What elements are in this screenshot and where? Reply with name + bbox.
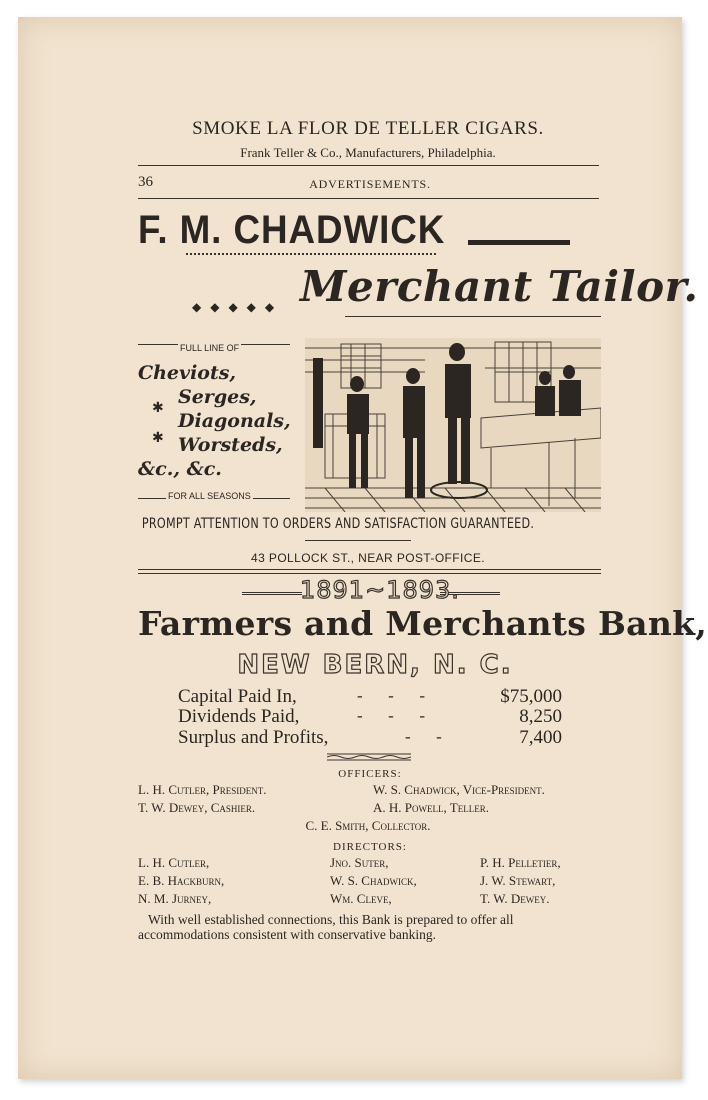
director-name: L. H. Cutler, [138,855,210,870]
wave-ornament [327,751,411,763]
tailor-address: 43 POLLOCK ST., NEAR POST-OFFICE. [251,551,485,565]
figure-label-capital: Capital Paid In, [178,686,297,707]
figure-dashes: - - [405,727,442,746]
name-underline-bar [468,240,570,245]
bank-name: Farmers and Merchants Bank, [138,604,708,643]
director-name: T. W. Dewey. [480,891,550,906]
page-number: 36 [138,174,153,190]
figure-dashes: - - - [357,706,425,725]
short-divider [305,540,411,541]
trade-underline [345,316,601,317]
figure-amount-capital: $75,000 [500,686,562,707]
figure-label-dividends: Dividends Paid, [178,706,300,727]
goods-item-etc: &c., &c. [138,458,222,480]
full-line-label: FULL LINE OF [180,343,240,353]
bank-location: NEW BERN, N. C. [237,650,513,680]
tailor-name: F. M. CHADWICK [138,208,446,252]
section-double-rule-top [138,569,601,570]
asterisk-ornament: ✱ [152,401,164,416]
goods-item-cheviots: Cheviots, [138,362,237,384]
director-name: W. S. Chadwick, [330,873,417,888]
goods-item-serges: Serges, [178,386,257,408]
header-top-rule [138,165,599,166]
director-name: Jno. Suter, [330,855,389,870]
cigar-advert-line: SMOKE LA FLOR DE TELLER CIGARS. [192,118,544,139]
seasons-label: FOR ALL SEASONS [168,491,251,501]
goods-item-worsteds: Worsteds, [178,434,283,456]
promise-line: PROMPT ATTENTION TO ORDERS AND SATISFACTION GUARANTEED. [141,516,535,532]
director-name: P. H. Pelletier, [480,855,561,870]
name-dotted-rule [186,253,436,255]
ornament-diamonds: ◆◆◆◆◆ [192,300,284,314]
figure-dashes: - - - [357,686,425,705]
closing-statement-line1: With well established connections, this Bank is prepared to offer all [148,912,514,927]
manufacturer-line: Frank Teller & Co., Manufacturers, Philadelphia. [240,145,496,160]
asterisk-ornament: ✱ [152,431,164,446]
officers-heading: OFFICERS: [338,768,402,780]
goods-item-diagonals: Diagonals, [178,410,291,432]
director-name: N. M. Jurney, [138,891,212,906]
director-name: Wm. Cleve, [330,891,392,906]
officer-collector: C. E. Smith, Collector. [305,818,431,833]
section-double-rule-bottom [138,573,601,574]
figure-amount-dividends: 8,250 [519,706,562,727]
tailor-shop-engraving [305,338,601,512]
officer-president: L. H. Cutler, President. [138,782,267,797]
figure-label-surplus: Surplus and Profits, [178,727,329,748]
director-name: J. W. Stewart, [480,873,556,888]
officer-vice-president: W. S. Chadwick, Vice-President. [373,782,545,797]
director-name: E. B. Hackburn, [138,873,225,888]
header-bottom-rule [138,198,599,199]
closing-statement-line2: accommodations consistent with conservative banking. [138,927,437,942]
section-title: ADVERTISEMENTS. [309,177,431,191]
bank-years: 1891~1893. [300,576,460,604]
years-left-rule [242,592,302,595]
directors-heading: DIRECTORS: [333,841,407,853]
officer-teller: A. H. Powell, Teller. [373,800,489,815]
figure-amount-surplus: 7,400 [519,727,562,748]
officer-cashier: T. W. Dewey, Cashier. [138,800,256,815]
tailor-trade: Merchant Tailor. [300,262,699,311]
